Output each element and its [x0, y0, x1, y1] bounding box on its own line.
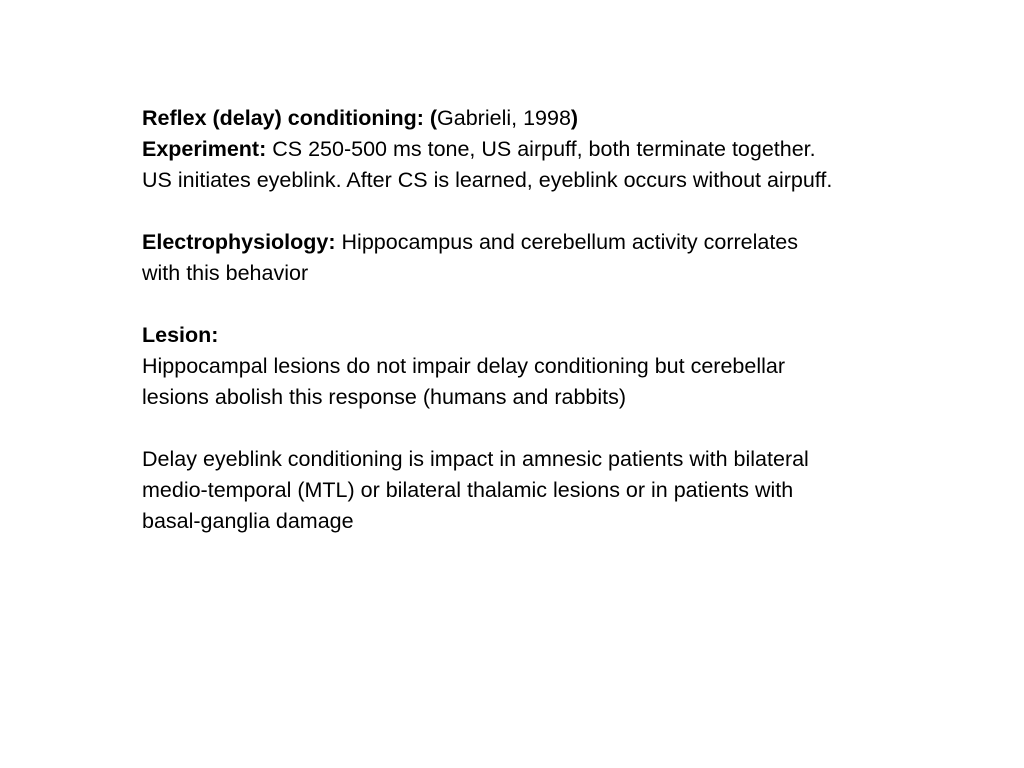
electrophysiology-line-1 — [142, 227, 992, 258]
electrophysiology-label: Electrophysiology: — [142, 230, 336, 254]
reflex-heading-line — [142, 103, 992, 134]
paragraph-gap — [142, 413, 992, 444]
electrophysiology-text-1: Hippocampus and cerebellum activity correlates — [335, 230, 799, 254]
experiment-line-1 — [142, 134, 992, 165]
lesion-line-2: lesions abolish this response (humans and rabbits) — [142, 385, 627, 409]
slide-body — [142, 103, 992, 537]
paragraph-gap — [142, 289, 992, 320]
experiment-text-1: CS 250-500 ms tone, US airpuff, both terminate together. — [266, 137, 816, 161]
paragraph-gap — [142, 196, 992, 227]
lesion-label: Lesion: — [142, 323, 219, 347]
electrophysiology-line-2: with this behavior — [142, 261, 309, 285]
reflex-label: Reflex (delay) conditioning: ( — [142, 106, 438, 130]
delay-eyeblink-line-2: medio-temporal (MTL) or bilateral thalamic lesions or in patients with — [142, 478, 794, 502]
reflex-close-paren: ) — [570, 106, 579, 130]
experiment-line-2: US initiates eyeblink. After CS is learned, eyeblink occurs without airpuff. — [142, 168, 833, 192]
lesion-line-1: Hippocampal lesions do not impair delay conditioning but cerebellar — [142, 354, 785, 378]
delay-eyeblink-line-3: basal-ganglia damage — [142, 509, 354, 533]
reflex-citation: Gabrieli, 1998 — [437, 106, 571, 130]
delay-eyeblink-line-1: Delay eyeblink conditioning is impact in amnesic patients with bilateral — [142, 447, 809, 471]
experiment-label: Experiment: — [142, 137, 267, 161]
